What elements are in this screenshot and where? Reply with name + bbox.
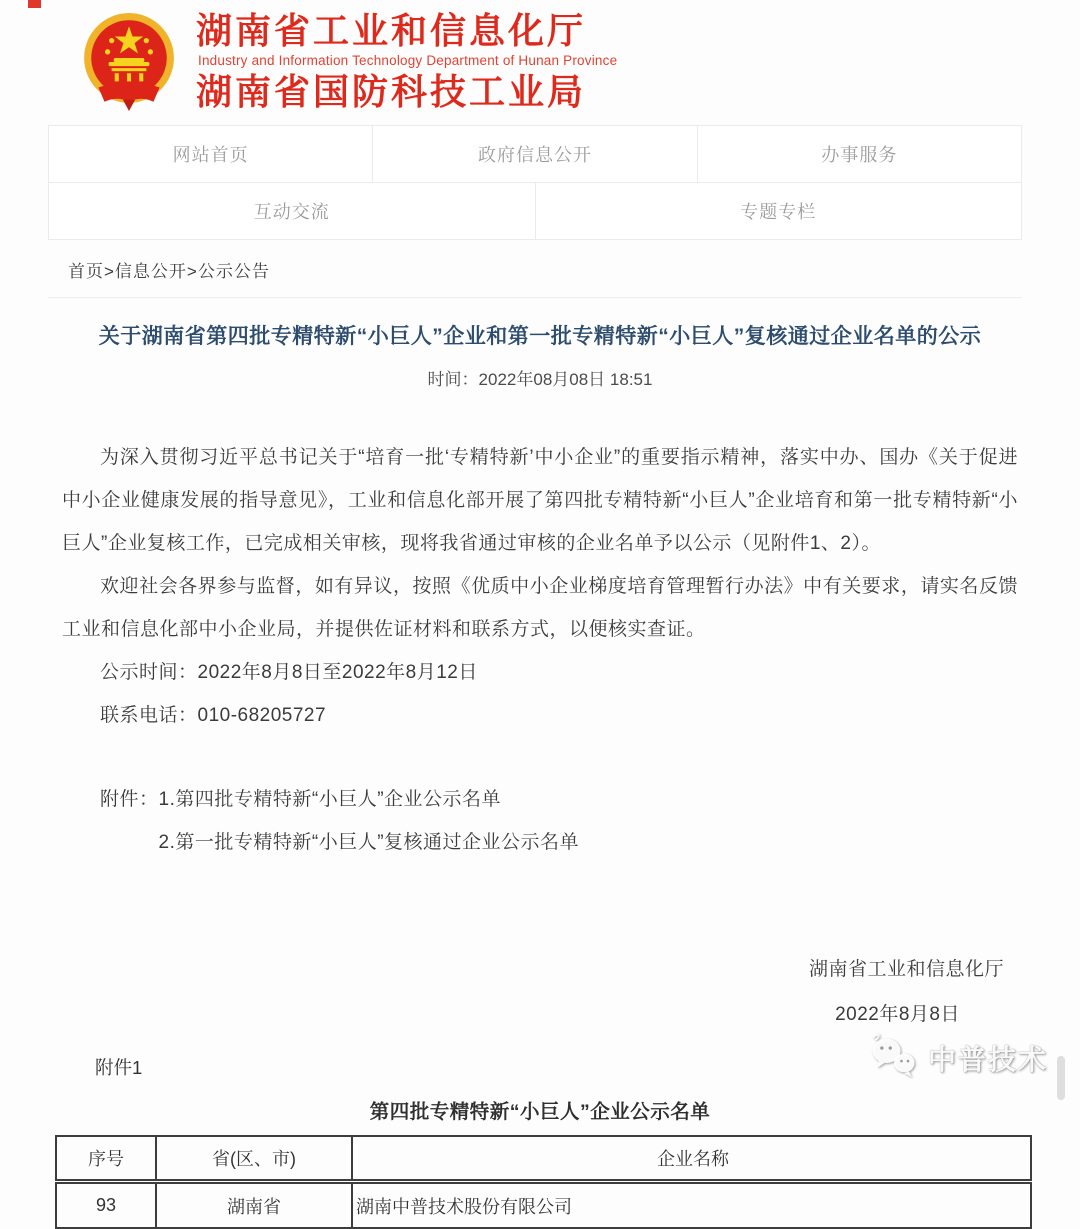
publish-window-line: 公示时间：2022年8月8日至2022年8月12日 bbox=[100, 661, 478, 683]
cell-index: 93 bbox=[56, 1182, 156, 1228]
nav-item-gov-info[interactable]: 政府信息公开 bbox=[373, 126, 696, 182]
national-emblem-icon bbox=[78, 10, 180, 112]
appendix-table-title: 第四批专精特新“小巨人”企业公示名单 bbox=[369, 1100, 711, 1123]
attachment-link-2[interactable]: 2.第一批专精特新“小巨人”复核通过企业公示名单 bbox=[158, 831, 580, 853]
nav-item-services[interactable]: 办事服务 bbox=[698, 126, 1021, 182]
article-paragraph-2: 欢迎社会各界参与监督，如有异议，按照《优质中小企业梯度培育管理暂行办法》中有关要求，请实名反馈工业和信息化部中小企业局，并提供佐证材料和联系方式，以便核实查证。 bbox=[62, 575, 1018, 640]
watermark-text: 中普技术 bbox=[927, 1044, 1048, 1075]
attachments-block bbox=[62, 778, 1018, 864]
cell-province: 湖南省 bbox=[156, 1182, 352, 1228]
contact-phone-line: 联系电话：010-68205727 bbox=[100, 704, 327, 726]
nav-item-home[interactable]: 网站首页 bbox=[49, 126, 372, 182]
column-header-province: 省(区、市) bbox=[156, 1136, 352, 1182]
attachment-link-1[interactable]: 1.第四批专精特新“小巨人”企业公示名单 bbox=[158, 788, 502, 810]
org-name-cn-1: 湖南省工业和信息化厅 bbox=[196, 10, 587, 51]
nav-item-interaction[interactable]: 互动交流 bbox=[49, 183, 535, 239]
main-nav bbox=[48, 125, 1022, 240]
column-header-index: 序号 bbox=[56, 1136, 156, 1182]
table-row bbox=[56, 1182, 1031, 1228]
enterprise-table bbox=[55, 1135, 1032, 1229]
appendix-label: 附件1 bbox=[95, 1056, 143, 1078]
article-publish-time: 时间：2022年08月08日 18:51 bbox=[427, 369, 653, 389]
breadcrumb[interactable]: 首页>信息公开>公示公告 bbox=[48, 240, 1022, 298]
screenshot-edge-artifact bbox=[28, 0, 41, 8]
table-header-row bbox=[56, 1136, 1031, 1182]
attachments-label: 附件： bbox=[100, 788, 159, 810]
column-header-enterprise: 企业名称 bbox=[352, 1136, 1031, 1182]
scrollbar-thumb[interactable] bbox=[1057, 1056, 1065, 1100]
article-paragraph-1: 为深入贯彻习近平总书记关于“培育一批‘专精特新’中小企业”的重要指示精神，落实中办、国办《关于促进中小企业健康发展的指导意见》，工业和信息化部开展了第四批专精特新“小巨人”企业培育和第一批专精特新“小巨人”企业复核工作，已完成相关审核，现将我省通过审核的企业名单予以公示（见附件1、2）。 bbox=[62, 446, 1018, 554]
site-header bbox=[0, 0, 1080, 119]
signature-date: 2022年8月8日 bbox=[835, 1003, 960, 1025]
cell-enterprise: 湖南中普技术股份有限公司 bbox=[352, 1182, 1031, 1228]
article-title: 关于湖南省第四批专精特新“小巨人”企业和第一批专精特新“小巨人”复核通过企业名单的公示 bbox=[98, 324, 982, 348]
signature-org: 湖南省工业和信息化厅 bbox=[808, 958, 1004, 980]
org-name-cn-2: 湖南省国防科技工业局 bbox=[196, 71, 587, 113]
article-body bbox=[62, 436, 1018, 1036]
nav-item-special-topics[interactable]: 专题专栏 bbox=[536, 183, 1022, 239]
org-name-en: Industry and Information Technology Department of Hunan Province bbox=[198, 53, 618, 69]
